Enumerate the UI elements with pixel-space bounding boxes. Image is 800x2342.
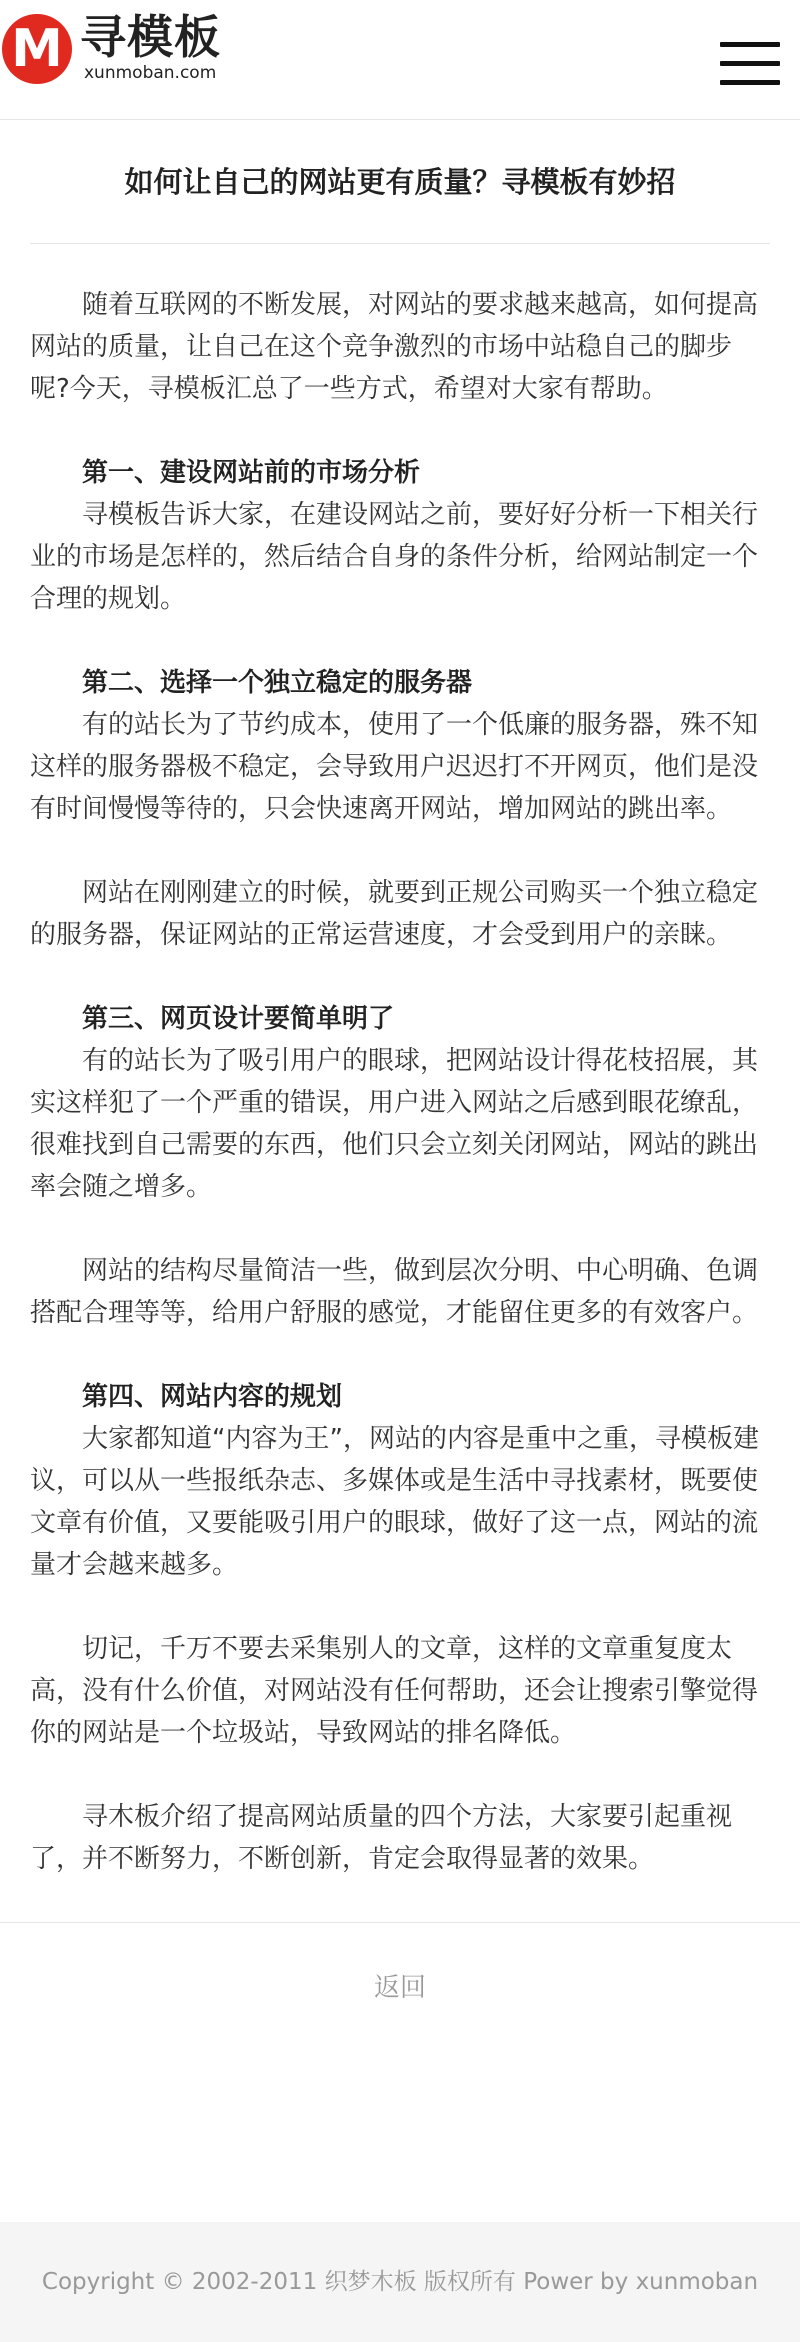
section-paragraph: 寻模板告诉大家，在建设网站之前，要好好分析一下相关行业的市场是怎样的，然后结合自身的条件分析，给网站制定一个合理的规划。 <box>30 500 759 614</box>
menu-bar-top <box>720 42 780 47</box>
section-paragraph: 有的站长为了节约成本，使用了一个低廉的服务器，殊不知这样的服务器极不稳定，会导致用户迟迟打不开网页，他们是没有时间慢慢等待的，只会快速离开网站，增加网站的跳出率。 <box>30 710 759 824</box>
section-heading: 第三、网页设计要简单明了 <box>82 1004 395 1034</box>
logo-mark: M <box>2 14 72 84</box>
menu-bar-bottom <box>720 80 780 85</box>
section-paragraph: 网站的结构尽量简洁一些，做到层次分明、中心明确、色调搭配合理等等，给用户舒服的感觉，才能留住更多的有效客户。 <box>30 1256 759 1328</box>
site-footer <box>0 2222 800 2342</box>
section-paragraph: 大家都知道“内容为王”，网站的内容是重中之重，寻模板建议，可以从一些报纸杂志、多媒体或是生活中寻找素材，既要使文章有价值，又要能吸引用户的眼球，做好了这一点，网站的流量才会越来越多。 <box>30 1424 759 1580</box>
section-paragraph: 切记，千万不要去采集别人的文章，这样的文章重复度太高，没有什么价值，对网站没有任何帮助，还会让搜索引擎觉得你的网站是一个垃圾站，导致网站的排名降低。 <box>30 1634 759 1748</box>
section-paragraph: 网站在刚刚建立的时候，就要到正规公司购买一个独立稳定的服务器，保证网站的正常运营速度，才会受到用户的亲睐。 <box>30 878 759 950</box>
copyright-text: Copyright © 2002-2011 织梦木板 版权所有 Power by xunmoban <box>41 2269 759 2295</box>
site-logo[interactable] <box>0 10 250 82</box>
section-heading: 第四、网站内容的规划 <box>82 1382 343 1412</box>
back-link[interactable]: 返回 <box>373 1973 426 2003</box>
back-area <box>0 1922 800 2052</box>
logo-chinese-name: 寻模板 <box>80 10 221 64</box>
menu-bar-middle <box>720 61 780 66</box>
section-heading: 第一、建设网站前的市场分析 <box>82 458 421 488</box>
site-header <box>0 0 800 120</box>
article-intro: 随着互联网的不断发展，对网站的要求越来越高，如何提高网站的质量，让自己在这个竞争激烈的市场中站稳自己的脚步呢?今天，寻模板汇总了一些方式，希望对大家有帮助。 <box>30 290 759 404</box>
section-paragraph: 有的站长为了吸引用户的眼球，把网站设计得花枝招展，其实这样犯了一个严重的错误，用户进入网站之后感到眼花缭乱，很难找到自己需要的东西，他们只会立刻关闭网站，网站的跳出率会随之增多。 <box>30 1046 759 1202</box>
hamburger-icon[interactable] <box>720 40 780 88</box>
article-title: 如何让自己的网站更有质量？寻模板有妙招 <box>30 120 770 244</box>
logo-domain: xunmoban.com <box>84 63 217 83</box>
article-conclusion: 寻木板介绍了提高网站质量的四个方法，大家要引起重视了，并不断努力，不断创新，肯定会取得显著的效果。 <box>30 1802 733 1874</box>
article-body <box>0 244 800 1880</box>
section-heading: 第二、选择一个独立稳定的服务器 <box>82 668 473 698</box>
